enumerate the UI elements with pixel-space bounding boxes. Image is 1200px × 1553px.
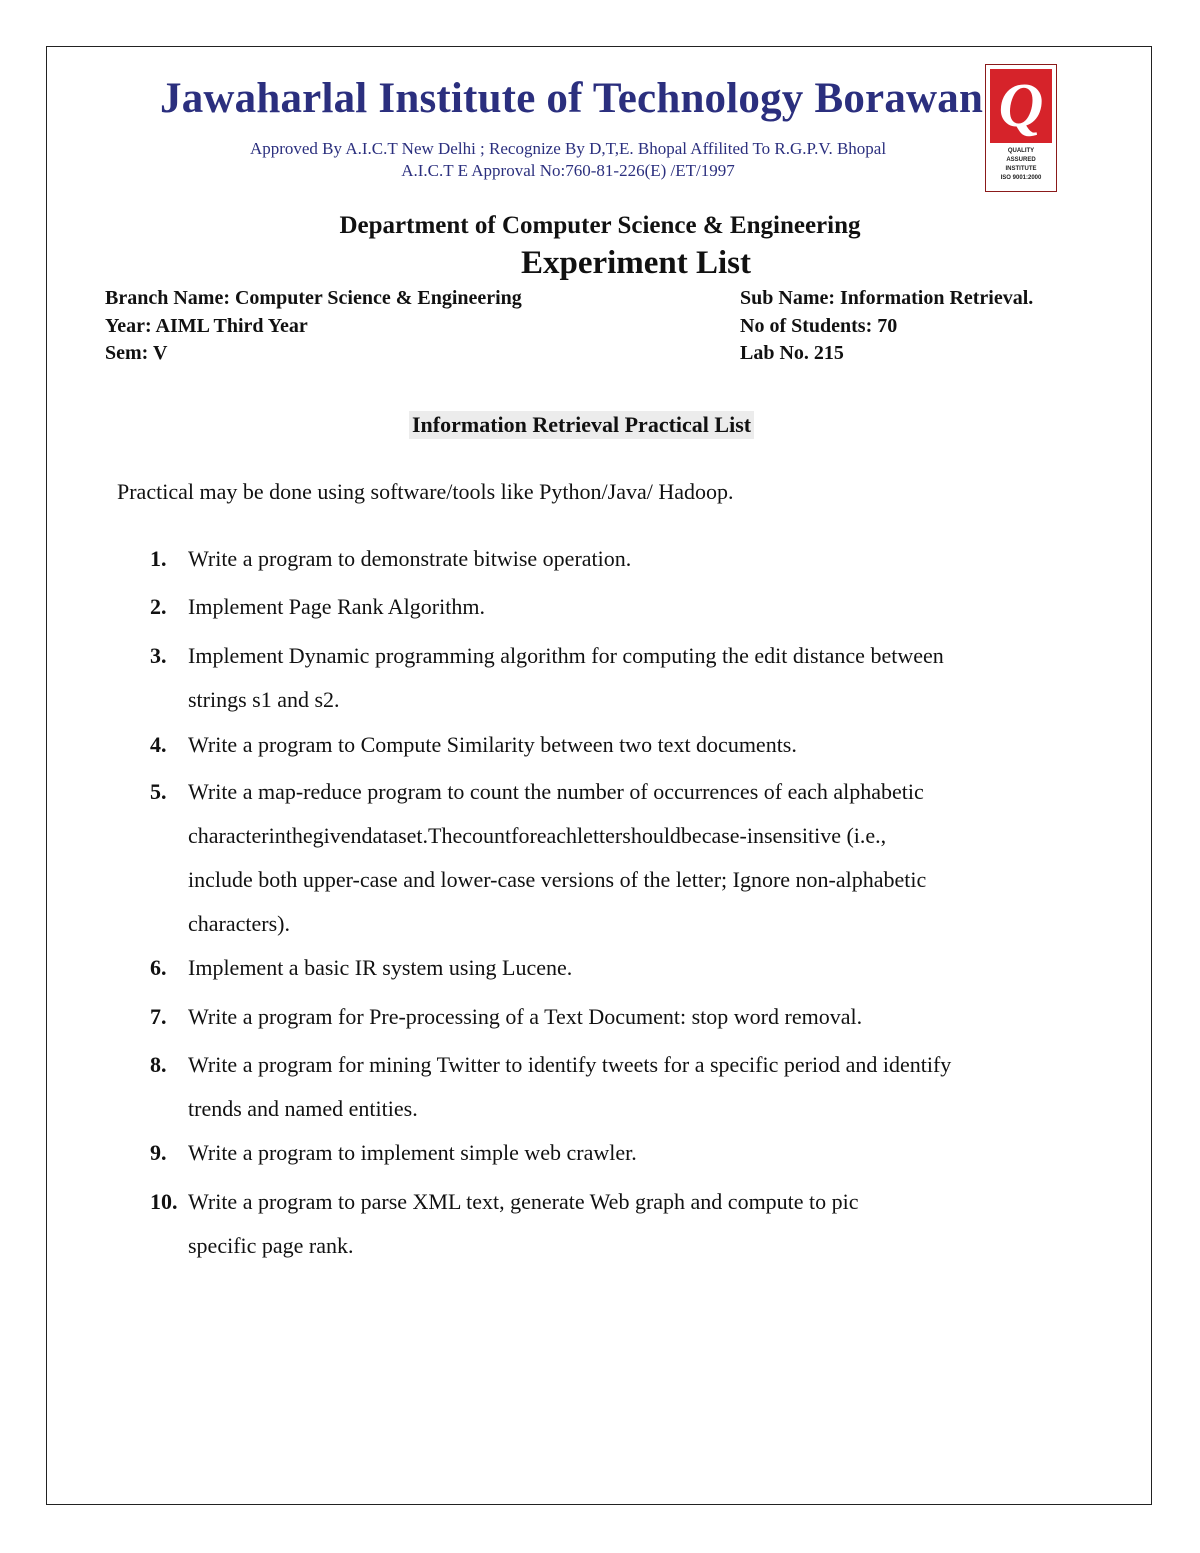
document-title: Experiment List (520, 245, 752, 281)
approval-line-2: A.I.C.T E Approval No:760-81-226(E) /ET/1997 (401, 161, 735, 180)
list-item: Implement Dynamic programming algorithm for computing the edit distance between (188, 643, 944, 668)
list-item-number: 7. (150, 1004, 167, 1029)
list-item-number: 4. (150, 732, 167, 757)
list-item: Write a program for Pre-processing of a Text Document: stop word removal. (188, 1004, 863, 1029)
list-item: Write a program to implement simple web crawler. (188, 1140, 637, 1165)
subject-name: Sub Name: Information Retrieval. (740, 287, 1034, 309)
list-item: Write a map-reduce program to count the number of occurrences of each alphabetic (188, 779, 924, 804)
list-item: Write a program to parse XML text, generate Web graph and compute to pic (188, 1189, 859, 1214)
list-item: Write a program for mining Twitter to identify tweets for a specific period and identify (188, 1052, 952, 1077)
branch-name: Branch Name: Computer Science & Engineering (105, 287, 522, 309)
list-item-number: 3. (150, 643, 167, 668)
section-title: Information Retrieval Practical List (409, 411, 754, 439)
logo-caption-line: ISO 9001:2000 (1000, 175, 1042, 181)
quality-logo (985, 64, 1057, 192)
department-heading: Department of Computer Science & Engineering (339, 212, 861, 239)
list-item: Implement Page Rank Algorithm. (188, 594, 485, 619)
institute-name: Jawaharlal Institute of Technology Borawan (160, 75, 984, 122)
semester: Sem: V (105, 342, 168, 364)
list-item-number: 6. (150, 955, 167, 980)
student-count: No of Students: 70 (740, 315, 898, 337)
list-item-continuation: strings s1 and s2. (188, 687, 340, 712)
list-item: Implement a basic IR system using Lucene. (188, 955, 573, 980)
list-item-continuation: characters). (188, 911, 290, 936)
logo-letter: Q (998, 72, 1044, 140)
list-item-number: 5. (150, 779, 167, 804)
list-item-continuation: include both upper-case and lower-case versions of the letter; Ignore non-alphabetic (188, 867, 927, 892)
year: Year: AIML Third Year (105, 315, 308, 337)
lab-number: Lab No. 215 (740, 342, 844, 364)
list-item-number: 9. (150, 1140, 167, 1165)
list-item-number: 1. (150, 546, 167, 571)
logo-caption-line: INSTITUTE (1005, 166, 1037, 172)
list-item-number: 10. (150, 1189, 178, 1214)
list-item-continuation: characterinthegivendataset.Thecountforeachlettershouldbecase-insensitive (i.e., (188, 823, 887, 848)
intro-text: Practical may be done using software/tools like Python/Java/ Hadoop. (117, 479, 734, 504)
logo-caption-line: QUALITY (1007, 148, 1035, 154)
list-item: Write a program to demonstrate bitwise operation. (188, 546, 632, 571)
logo-caption-line: ASSURED (1006, 157, 1036, 163)
list-item-number: 2. (150, 594, 167, 619)
list-item-continuation: specific page rank. (188, 1233, 354, 1258)
logo-red-panel (990, 69, 1052, 143)
list-item: Write a program to Compute Similarity between two text documents. (188, 732, 797, 757)
logo-caption (988, 147, 1054, 183)
list-item-continuation: trends and named entities. (188, 1096, 418, 1121)
approval-line-1: Approved By A.I.C.T New Delhi ; Recognize By D,T,E. Bhopal Affilited To R.G.P.V. Bhopal (249, 139, 887, 158)
list-item-number: 8. (150, 1052, 167, 1077)
